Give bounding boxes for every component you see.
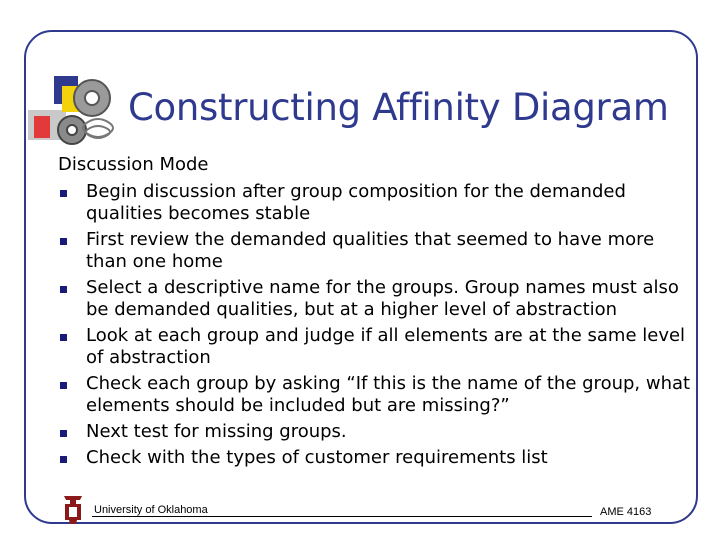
bullet-text: Next test for missing groups.: [86, 421, 347, 442]
slide-title: Constructing Affinity Diagram: [128, 86, 669, 129]
footer-rule: [92, 516, 592, 517]
list-item: [58, 229, 698, 273]
square-bullet-icon: [60, 286, 67, 293]
list-item: [58, 421, 698, 443]
square-bullet-icon: [60, 334, 67, 341]
list-item: [58, 181, 698, 225]
square-bullet-icon: [60, 190, 67, 197]
square-bullet-icon: [60, 430, 67, 437]
list-item: [58, 373, 698, 417]
square-bullet-icon: [60, 456, 67, 463]
bullet-text: First review the demanded qualities that seemed to have more than one home: [86, 229, 655, 272]
footer-university: University of Oklahoma: [94, 504, 214, 516]
list-item: [58, 325, 698, 369]
bullet-list: [58, 181, 698, 469]
bullet-text: Select a descriptive name for the groups. Group names must also be demanded qualities, but at a higher level of abstraction: [86, 277, 679, 320]
ou-logo-icon: [58, 494, 88, 526]
square-bullet-icon: [60, 382, 67, 389]
footer-course-code: AME 4163: [600, 506, 652, 518]
bullet-text: Check each group by asking “If this is the name of the group, what elements should be included but are missing?”: [86, 373, 691, 416]
bullet-text: Begin discussion after group composition for the demanded qualities becomes stable: [86, 181, 626, 224]
square-bullet-icon: [60, 238, 67, 245]
section-heading: Discussion Mode: [58, 154, 209, 175]
bullet-text: Check with the types of customer requirements list: [86, 447, 548, 468]
gears-logo-icon: [28, 68, 124, 152]
bullet-text: Look at each group and judge if all elements are at the same level of abstraction: [86, 325, 686, 368]
slide-body: [58, 154, 698, 473]
list-item: [58, 447, 698, 469]
list-item: [58, 277, 698, 321]
